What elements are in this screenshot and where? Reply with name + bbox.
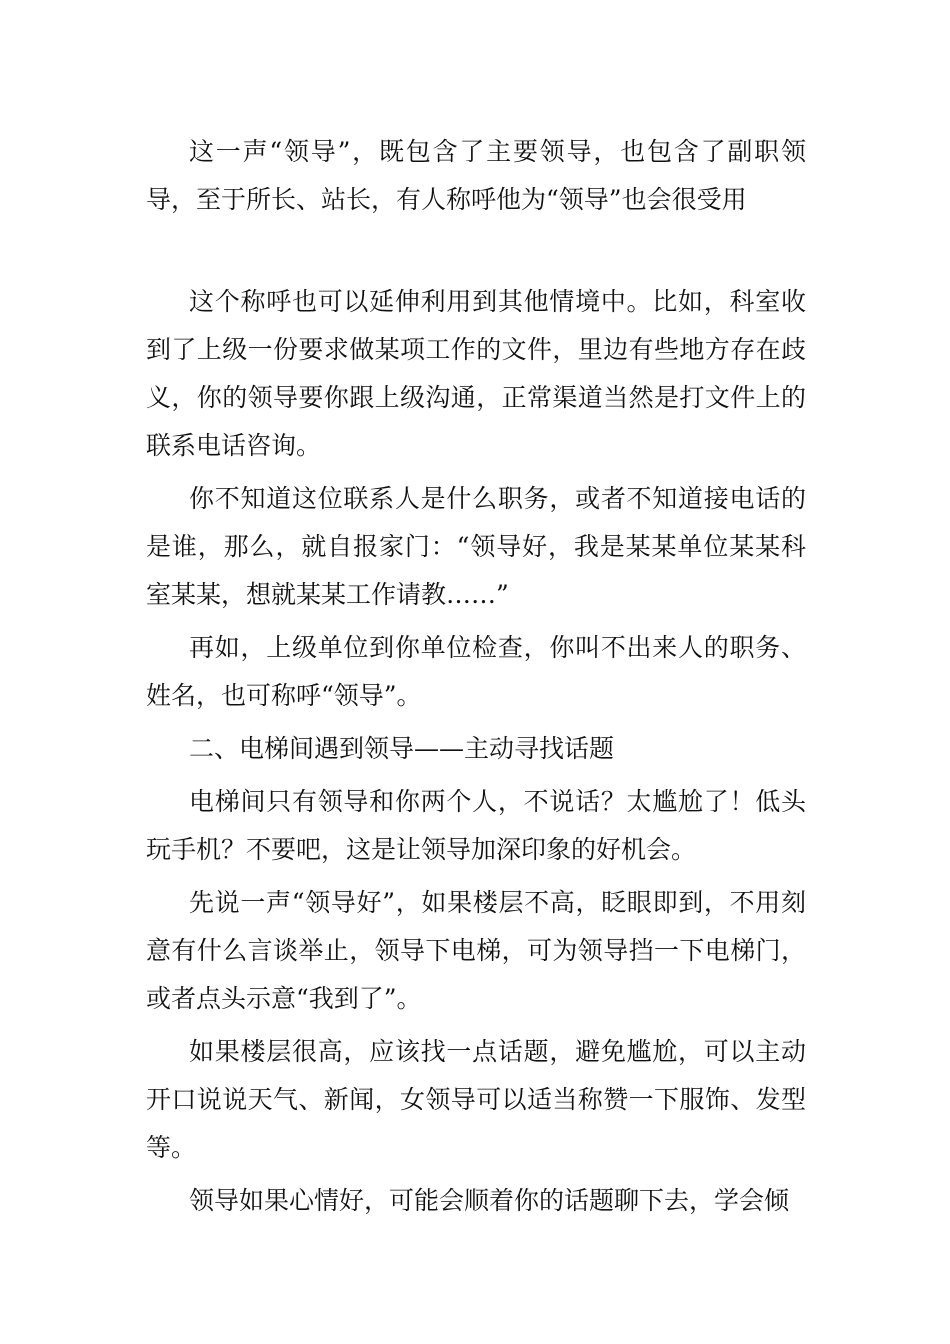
paragraph-3: 你不知道这位联系人是什么职务，或者不知道接电话的是谁，那么，就自报家门：“领导好，我是某某单位某某科室某某，想就某某工作请教……” bbox=[146, 484, 806, 609]
section-heading: 二、电梯间遇到领导——主动寻找话题 bbox=[189, 734, 615, 763]
paragraph-8: 领导如果心情好，可能会顺着你的话题聊下去，学会倾 bbox=[189, 1186, 790, 1215]
paragraph-6: 先说一声“领导好”，如果楼层不高，眨眼即到，不用刻意有什么言谈举止，领导下电梯，可为领导挡一下电梯门，或者点头示意“我到了”。 bbox=[146, 888, 806, 1013]
paragraph-5: 电梯间只有领导和你两个人，不说话？太尴尬了！低头玩手机？不要吧，这是让领导加深印象的好机会。 bbox=[146, 787, 806, 864]
paragraph-gap bbox=[146, 224, 806, 272]
document-body bbox=[146, 128, 806, 1225]
paragraph-7: 如果楼层很高，应该找一点话题，避免尴尬，可以主动开口说说天气、新闻，女领导可以适当称赞一下服饰、发型等。 bbox=[146, 1037, 806, 1162]
paragraph-1: 这一声“领导”，既包含了主要领导，也包含了副职领导，至于所长、站长，有人称呼他为“领导”也会很受用 bbox=[146, 137, 806, 214]
paragraph-2: 这个称呼也可以延伸利用到其他情境中。比如，科室收到了上级一份要求做某项工作的文件，里边有些地方存在歧义，你的领导要你跟上级沟通，正常渠道当然是打文件上的联系电话咨询。 bbox=[146, 287, 806, 460]
paragraph-4: 再如，上级单位到你单位检查，你叫不出来人的职务、姓名，也可称呼“领导”。 bbox=[146, 633, 806, 710]
